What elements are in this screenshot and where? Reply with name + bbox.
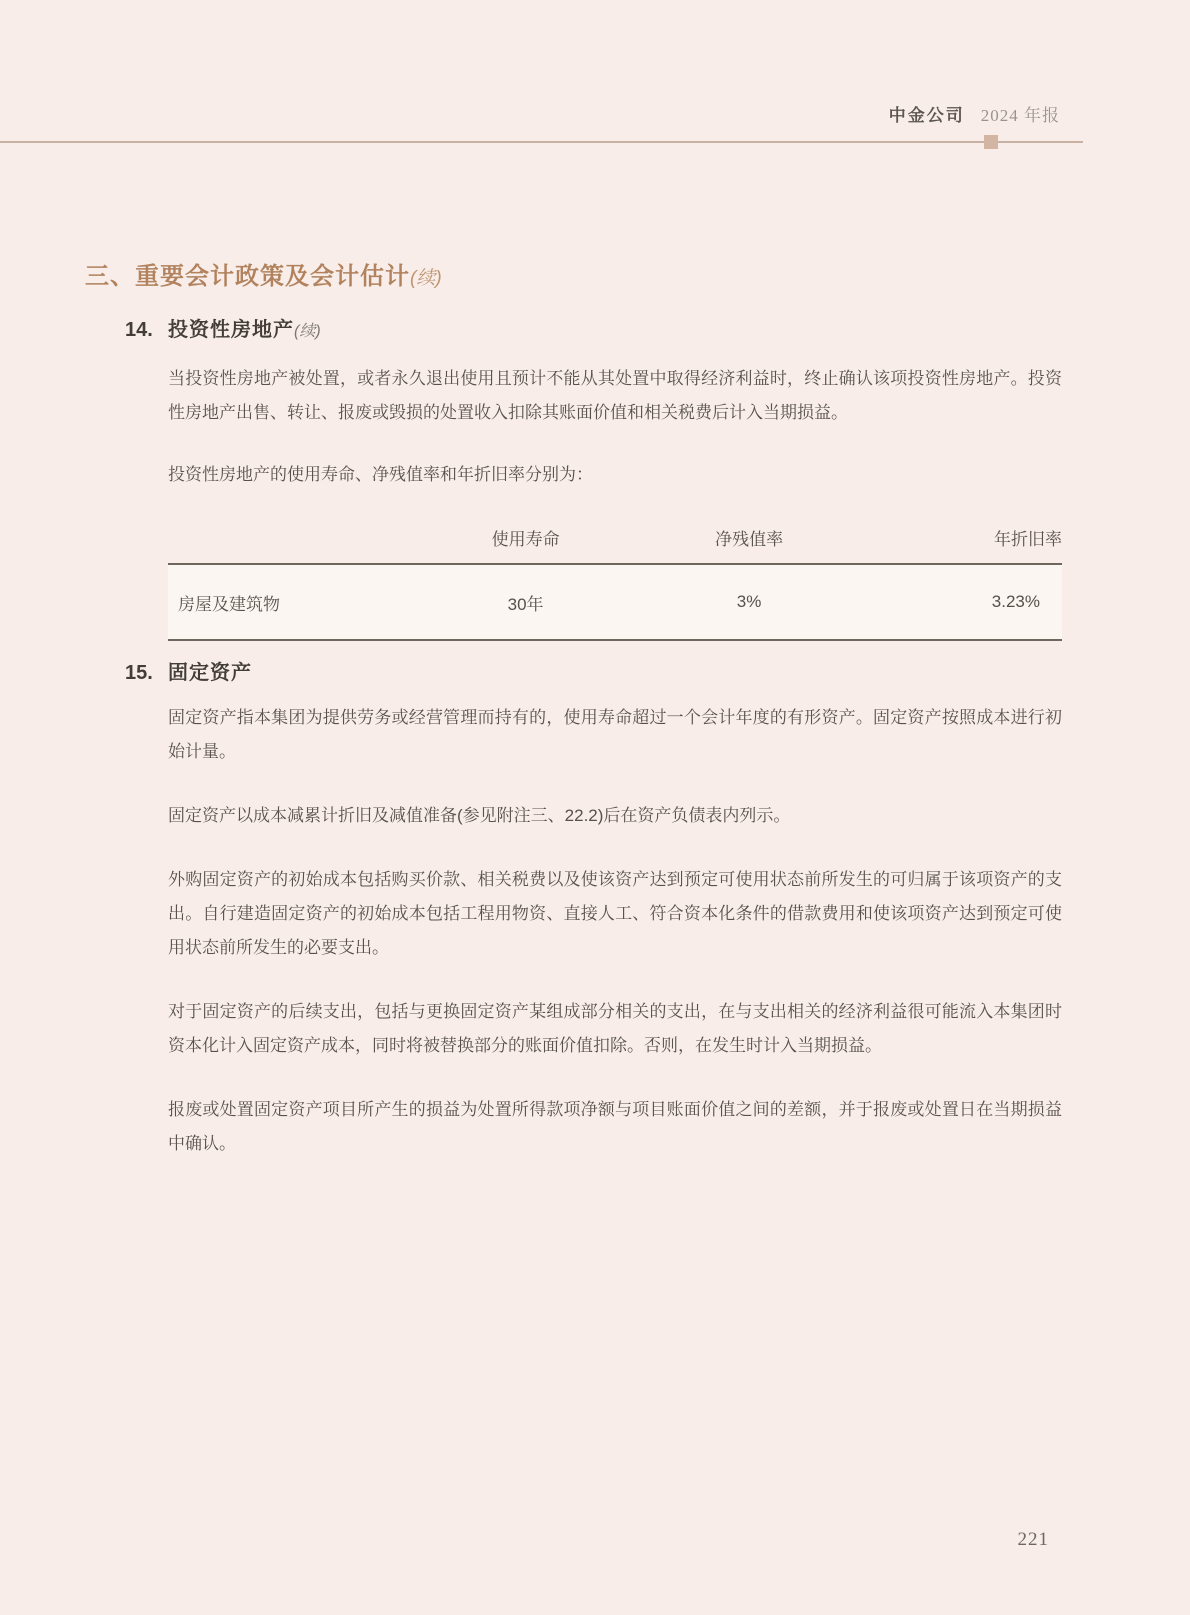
- depreciation-table: [168, 510, 1062, 641]
- table-row: [168, 564, 1062, 640]
- paragraph-15-5: 报废或处置固定资产项目所产生的损益为处置所得款项净额与项目账面价值之间的差额，并于报废或处置日在当期损益中确认。: [168, 1100, 1062, 1153]
- report-edition: 2024 年报: [980, 106, 1060, 125]
- subsection-15-number: 15.: [125, 662, 153, 684]
- subsection-14-heading: [125, 316, 1062, 346]
- section-heading: [85, 262, 1062, 294]
- running-header: [889, 103, 1060, 129]
- paragraph-15-3: 外购固定资产的初始成本包括购买价款、相关税费以及使该资产达到预定可使用状态前所发生的可归属于该项资产的支出。自行建造固定资产的初始成本包括工程用物资、直接人工、符合资本化条件的借款费用和使该项资产达到预定可使用状态前所发生的必要支出。: [168, 870, 1062, 957]
- section-heading-text: 三、重要会计政策及会计估计: [85, 263, 410, 290]
- table-cell-residual-rate: 3%: [736, 592, 762, 611]
- table-cell-depreciation-rate: 3.23%: [991, 592, 1040, 611]
- header-square-marker: [984, 135, 998, 149]
- paragraph-15-2: 固定资产以成本减累计折旧及减值准备(参见附注三、22.2)后在资产负债表内列示。: [168, 806, 791, 825]
- table-header-depreciation-rate: 年折旧率: [994, 530, 1062, 549]
- paragraph-14-2: 投资性房地产的使用寿命、净残值率和年折旧率分别为：: [168, 465, 593, 484]
- paragraph-15-4: 对于固定资产的后续支出，包括与更换固定资产某组成部分相关的支出，在与支出相关的经济利益很可能流入本集团时资本化计入固定资产成本，同时将被替换部分的账面价值扣除。否则，在发生时计入当期损益。: [168, 1002, 1062, 1055]
- section-heading-continued-suffix: (续): [410, 268, 442, 289]
- paragraph-14-1: 当投资性房地产被处置，或者永久退出使用且预计不能从其处置中取得经济利益时，终止确认该项投资性房地产。投资性房地产出售、转让、报废或毁损的处置收入扣除其账面价值和相关税费后计入当期损益。: [168, 369, 1062, 422]
- table-header-row: [168, 510, 1062, 564]
- table-header-useful-life: 使用寿命: [491, 530, 560, 549]
- table-header-empty: [168, 510, 418, 564]
- depreciation-table-wrapper: [168, 510, 1062, 641]
- subsection-15-title: 固定资产: [168, 662, 252, 684]
- table-cell-useful-life: 30年: [507, 594, 544, 614]
- table-header-residual-rate: 净残值率: [715, 530, 784, 549]
- page-content: [0, 262, 1190, 1161]
- table-cell-asset-name: 房屋及建筑物: [178, 594, 280, 614]
- header-rule: [0, 141, 1083, 143]
- subsection-14-number: 14.: [125, 319, 153, 341]
- company-name: 中金公司: [888, 106, 965, 125]
- subsection-15-heading: [125, 659, 1062, 687]
- subsection-14-title: 投资性房地产: [168, 319, 294, 341]
- subsection-14-continued-suffix: (续): [294, 323, 321, 340]
- page-number: 221: [1017, 1529, 1049, 1550]
- paragraph-15-1: 固定资产指本集团为提供劳务或经营管理而持有的，使用寿命超过一个会计年度的有形资产。固定资产按照成本进行初始计量。: [168, 708, 1062, 761]
